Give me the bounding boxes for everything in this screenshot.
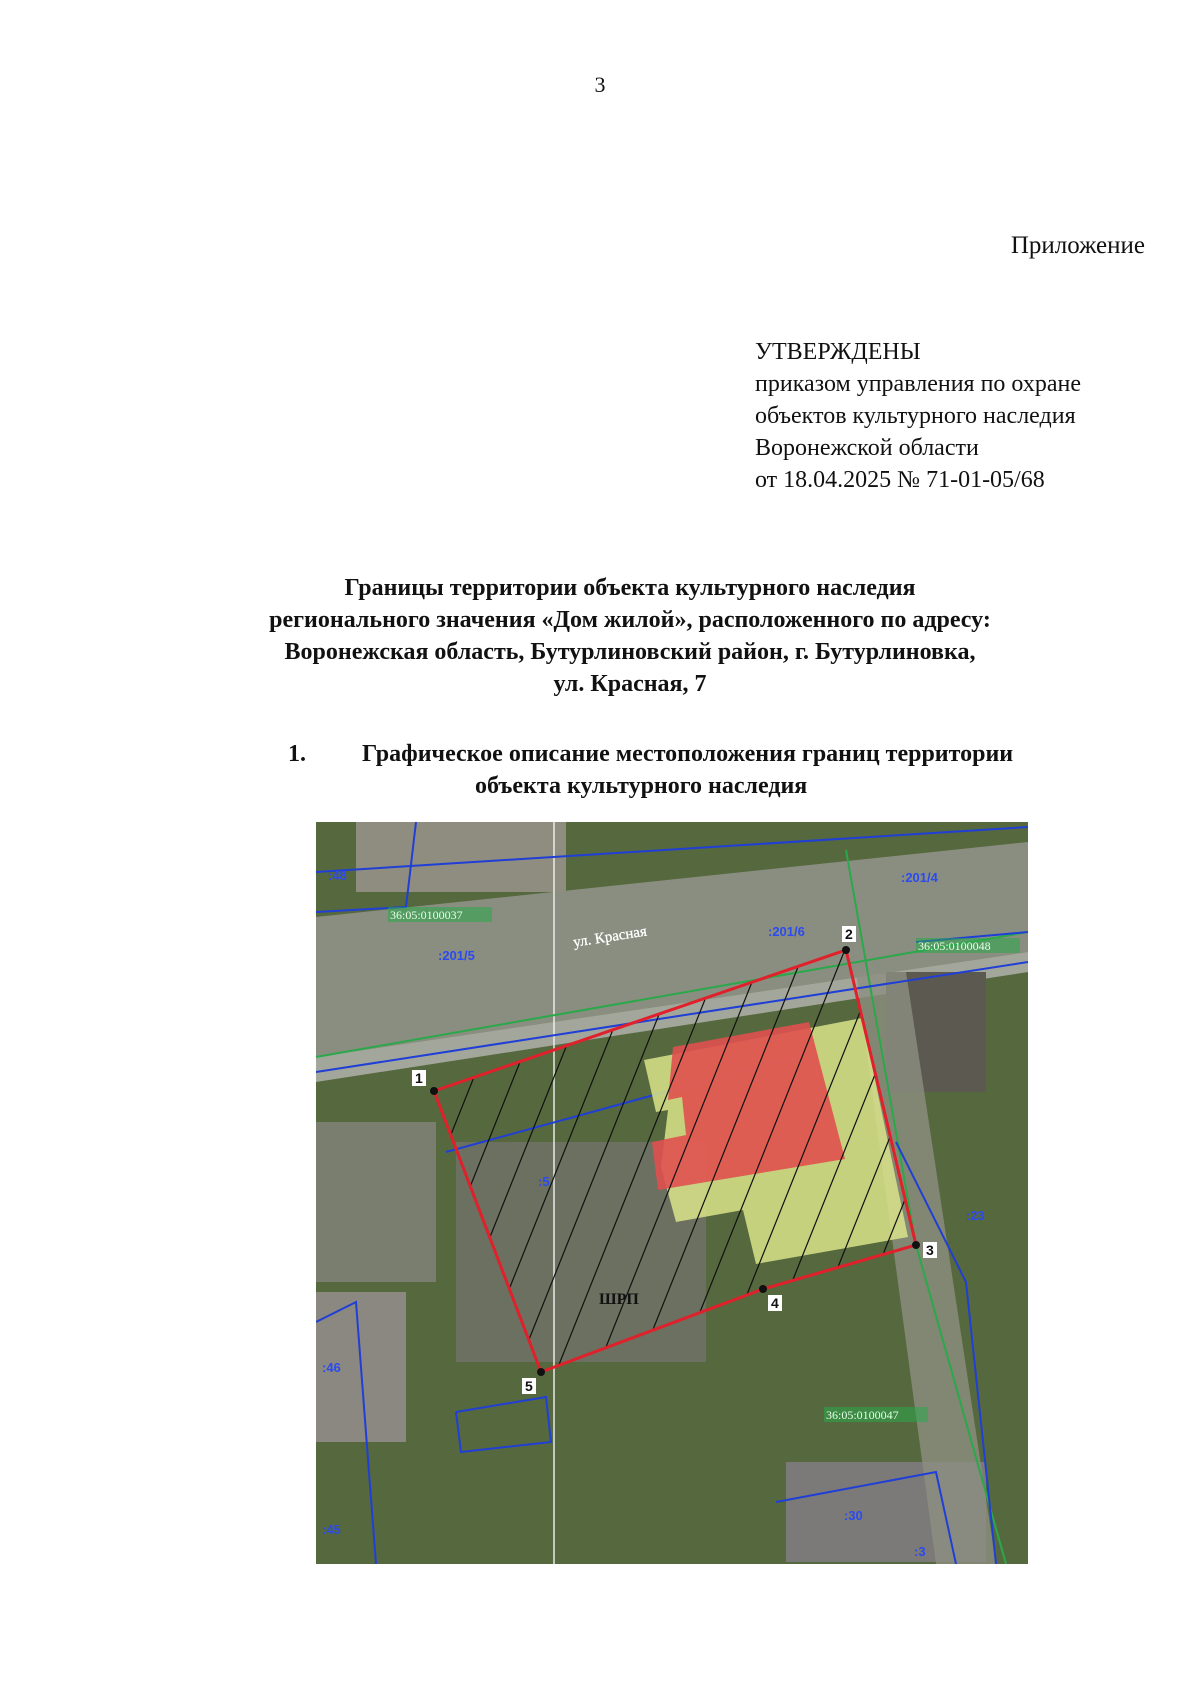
document-title bbox=[200, 572, 1060, 700]
approval-line: Воронежской области bbox=[755, 435, 979, 461]
parcel-label: :45 bbox=[322, 1522, 341, 1537]
approval-block bbox=[755, 336, 1081, 496]
title-line: Воронежская область, Бутурлиновский район, г. Бутурлиновка, bbox=[284, 639, 976, 665]
title-line: Границы территории объекта культурного наследия bbox=[344, 575, 916, 601]
approval-heading: УТВЕРЖДЕНЫ bbox=[755, 339, 921, 365]
title-line: регионального значения «Дом жилой», расположенного по адресу: bbox=[269, 607, 991, 633]
parcel-label: :201/6 bbox=[768, 924, 805, 939]
approval-date-number: от 18.04.2025 № 71-01-05/68 bbox=[755, 467, 1045, 493]
parcel-label: :201/5 bbox=[438, 948, 475, 963]
point-label-1: 1 bbox=[415, 1070, 423, 1086]
parcel-label: :46 bbox=[322, 1360, 341, 1375]
parcel-label: :3 bbox=[914, 1544, 926, 1559]
title-line: ул. Красная, 7 bbox=[553, 671, 707, 697]
section-heading-line2: объекта культурного наследия bbox=[475, 773, 808, 799]
aerial-house-left bbox=[316, 1122, 436, 1282]
section-heading-line1: Графическое описание местоположения границ территории bbox=[362, 741, 1014, 767]
quarter-label: 36:05:0100037 bbox=[390, 908, 463, 922]
page-number: 3 bbox=[594, 72, 606, 97]
section-number: 1. bbox=[288, 741, 306, 767]
parcel-label: :201/4 bbox=[901, 870, 938, 885]
point-label-5: 5 bbox=[525, 1378, 533, 1394]
point-label-3: 3 bbox=[926, 1242, 934, 1258]
point-label-4: 4 bbox=[771, 1295, 779, 1311]
quarter-label: 36:05:0100047 bbox=[826, 1408, 899, 1422]
point-label-2: 2 bbox=[845, 926, 853, 942]
zone-label: ШРП bbox=[599, 1291, 639, 1308]
appendix-label: Приложение bbox=[1010, 232, 1145, 259]
street-label: ул. Красная bbox=[572, 923, 648, 951]
approval-line: объектов культурного наследия bbox=[755, 403, 1076, 429]
quarter-label: 36:05:0100048 bbox=[918, 939, 991, 953]
parcel-label: :48 bbox=[328, 868, 347, 883]
parcel-label: :23 bbox=[966, 1208, 985, 1223]
aerial-houses-top bbox=[356, 822, 566, 892]
parcel-label: :30 bbox=[844, 1508, 863, 1523]
parcel-label: :5 bbox=[538, 1174, 550, 1189]
approval-line: приказом управления по охране bbox=[755, 371, 1081, 397]
boundary-map bbox=[316, 822, 1028, 1564]
